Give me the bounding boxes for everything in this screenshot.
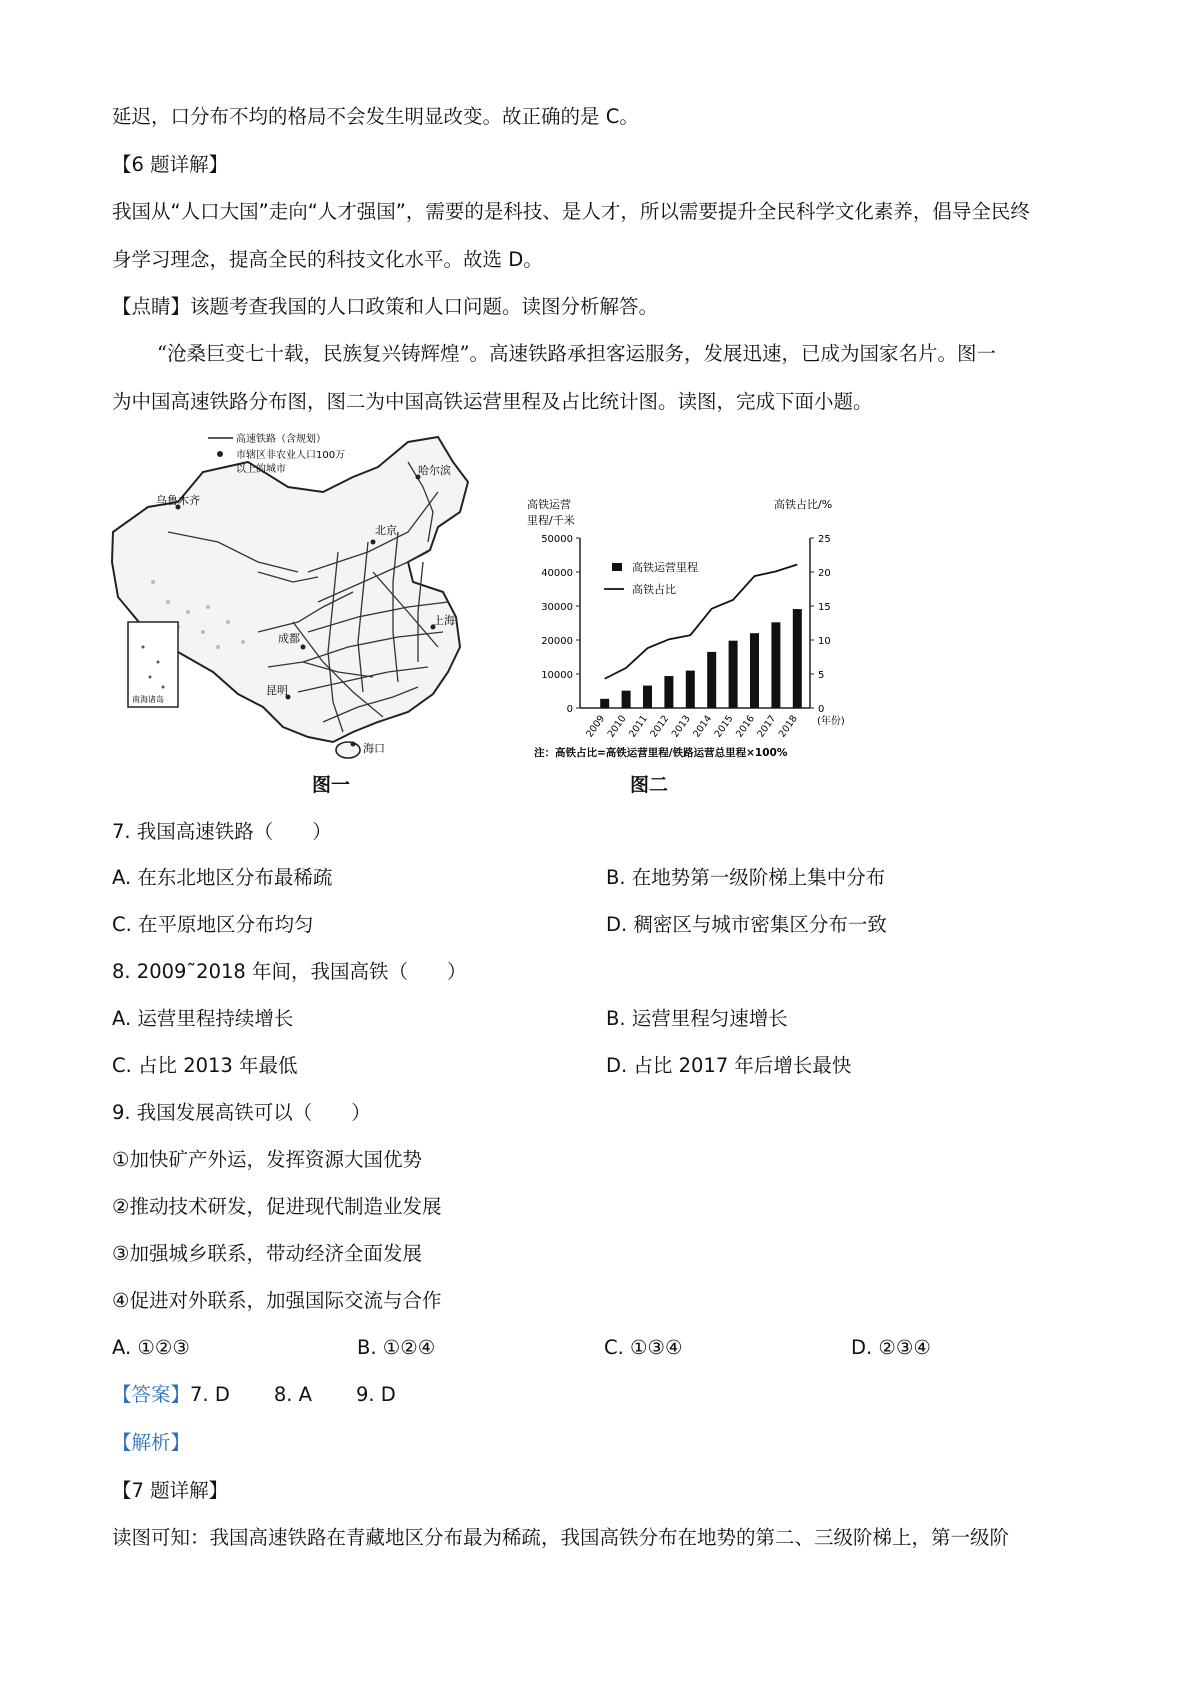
left-axis-title-1: 高铁运营 (527, 498, 571, 511)
city-kunming: 昆明 (266, 684, 288, 697)
intro-line1: “沧桑巨变七十载，民族复兴铸辉煌”。高速铁路承担客运服务，发展迅速，已成为国家名片。图一 (157, 342, 996, 365)
q7-explanation-line1: 读图可知：我国高速铁路在青藏地区分布最为稀疏，我国高铁分布在地势的第二、三级阶梯上，第一级阶 (112, 1526, 1010, 1549)
legend-city-swatch (217, 451, 223, 457)
q8-stem: 8. 2009˜2018 年间，我国高铁（ ） (112, 960, 467, 983)
figure-2-caption: 图二 (630, 774, 669, 796)
q9-stem: 9. 我国发展高铁可以（ ） (112, 1101, 371, 1124)
right-tick-label: 5 (818, 670, 825, 681)
chart-note: 注：高铁占比=高铁运营里程/铁路运营总里程×100% (534, 747, 788, 759)
q9-option-a: A. ①②③ (112, 1336, 190, 1359)
city-chengdu: 成都 (278, 632, 300, 645)
legend-line-label: 高铁占比 (632, 583, 676, 596)
answer-9: 9. D (356, 1383, 396, 1406)
answer-row (112, 1381, 396, 1409)
inset-label: 南海诸岛 (132, 695, 164, 704)
city-harbin: 哈尔滨 (418, 464, 451, 477)
right-tick-label: 25 (818, 534, 831, 545)
q9-option-c: C. ①③④ (604, 1336, 683, 1359)
dianjing-note: 【点睛】该题考查我国的人口政策和人口问题。读图分析解答。 (112, 295, 659, 318)
right-tick-label: 20 (818, 568, 831, 579)
bar-2009 (600, 699, 609, 708)
bar-2016 (750, 633, 759, 708)
x-tick-label-2015: 2015 (712, 713, 736, 740)
left-tick-label: 20000 (541, 636, 573, 647)
q7-detail-header: 【7 题详解】 (112, 1479, 229, 1502)
figure-1-railway-map (108, 432, 513, 762)
bar-2017 (771, 622, 780, 708)
right-tick-label: 15 (818, 602, 831, 613)
legend-city-label-1: 市辖区非农业人口100万 (236, 450, 346, 461)
x-tick-label-2017: 2017 (755, 713, 779, 740)
q9-item-4: ④促进对外联系，加强国际交流与合作 (112, 1289, 442, 1312)
q7-option-a: A. 在东北地区分布最稀疏 (112, 866, 333, 889)
q8-option-b: B. 运营里程匀速增长 (606, 1007, 788, 1030)
city-shanghai: 上海 (433, 614, 455, 627)
hainan-island (336, 742, 360, 758)
bar-2010 (622, 691, 631, 708)
legend-rail-label: 高速铁路（含规划） (236, 434, 326, 445)
city-haikou: 海口 (363, 742, 385, 755)
q7-option-c: C. 在平原地区分布均匀 (112, 913, 314, 936)
q6-detail-header: 【6 题详解】 (112, 153, 229, 176)
q7-option-d: D. 稠密区与城市密集区分布一致 (606, 913, 887, 936)
bar-2015 (729, 641, 738, 708)
left-tick-label: 10000 (541, 670, 573, 681)
left-tick-label: 50000 (541, 534, 573, 545)
bar-2012 (664, 676, 673, 708)
x-tick-label-2010: 2010 (605, 713, 629, 740)
q9-item-2: ②推动技术研发，促进现代制造业发展 (112, 1195, 442, 1218)
x-unit-label: (年份) (817, 716, 845, 727)
left-tick-label: 30000 (541, 602, 573, 613)
x-tick-label-2009: 2009 (584, 713, 608, 740)
x-tick-label-2011: 2011 (627, 713, 650, 740)
analysis-label: 【解析】 (112, 1431, 191, 1454)
q6-explanation-line1: 我国从“人口大国”走向“人才强国”，需要的是科技、是人才，所以需要提升全民科学文化素养，倡导全民终 (112, 200, 1030, 223)
bar-2013 (686, 671, 695, 708)
q9-item-3: ③加强城乡联系，带动经济全面发展 (112, 1242, 422, 1265)
answer-label: 【答案】 (112, 1383, 191, 1406)
x-tick-label-2016: 2016 (734, 713, 757, 740)
q8-option-a: A. 运营里程持续增长 (112, 1007, 294, 1030)
x-tick-label-2013: 2013 (669, 713, 693, 740)
right-tick-label: 0 (818, 704, 825, 715)
city-urumqi: 乌鲁木齐 (156, 494, 200, 507)
right-tick-label: 10 (818, 636, 831, 647)
legend-bar-swatch (612, 563, 622, 571)
q7-option-b: B. 在地势第一级阶梯上集中分布 (606, 866, 886, 889)
x-tick-label-2014: 2014 (691, 713, 715, 740)
q9-option-b: B. ①②④ (357, 1336, 436, 1359)
figure-2-chart (512, 488, 872, 770)
china-map-svg (108, 432, 513, 762)
q9-item-1: ①加快矿产外运，发挥资源大国优势 (112, 1148, 422, 1171)
figure-1-caption: 图一 (312, 774, 351, 796)
q6-explanation-line2: 身学习理念，提高全民的科技文化水平。故选 D。 (112, 248, 543, 271)
q8-option-c: C. 占比 2013 年最低 (112, 1054, 298, 1077)
bar-2014 (707, 652, 716, 708)
left-axis-title-2: 里程/千米 (527, 514, 575, 527)
q9-option-d: D. ②③④ (851, 1336, 931, 1359)
x-tick-label-2018: 2018 (776, 713, 800, 740)
left-tick-label: 0 (566, 704, 573, 715)
answer-8: 8. A (273, 1383, 312, 1406)
bar-2011 (643, 686, 652, 708)
bar-2018 (793, 609, 802, 708)
intro-line2: 为中国高速铁路分布图，图二为中国高铁运营里程及占比统计图。读图，完成下面小题。 (112, 390, 873, 413)
legend-city-label-2: 以上的城市 (236, 464, 286, 475)
answer-7: 7. D (190, 1383, 230, 1406)
legend-bar-label: 高铁运营里程 (632, 561, 698, 574)
left-tick-label: 40000 (541, 568, 573, 579)
prev-answer-tail: 延迟，口分布不均的格局不会发生明显改变。故正确的是 C。 (112, 105, 639, 128)
right-axis-title: 高铁占比/% (774, 498, 833, 511)
series-line-share (605, 565, 798, 679)
x-tick-label-2012: 2012 (648, 713, 672, 740)
q7-stem: 7. 我国高速铁路（ ） (112, 820, 332, 843)
hsr-chart-svg (512, 488, 872, 770)
q8-option-d: D. 占比 2017 年后增长最快 (606, 1054, 852, 1077)
city-beijing: 北京 (375, 524, 397, 537)
